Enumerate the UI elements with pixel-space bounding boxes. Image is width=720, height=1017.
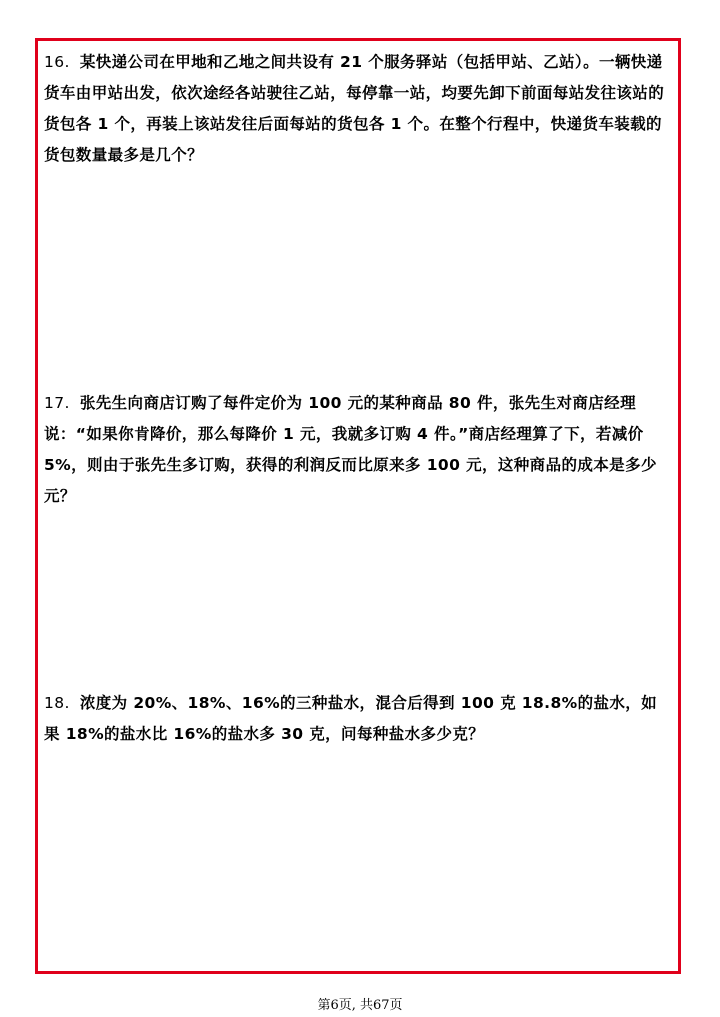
question-text: 张先生向商店订购了每件定价为 100 元的某种商品 80 件，张先生对商店经理说：“如果你肯降价，那么每降价 1 元，我就多订购 4 件。”商店经理算了下，若减价 5%，则由于张先生多订购，获得的利润反而比原来多 100 元，这种商品的成本是多少元？ (44, 394, 657, 505)
question-text: 浓度为 20%、18%、16%的三种盐水，混合后得到 100 克 18.8%的盐水，如果 18%的盐水比 16%的盐水多 30 克，问每种盐水多少克？ (44, 694, 658, 743)
question-number: 18. (44, 694, 70, 712)
page-footer: 第6页, 共67页 (317, 998, 403, 1013)
question-18 (44, 688, 670, 750)
question-number: 17. (44, 394, 70, 412)
question-16 (44, 47, 670, 171)
question-17 (44, 388, 670, 512)
question-number: 16. (44, 53, 70, 71)
question-text: 某快递公司在甲地和乙地之间共设有 21 个服务驿站（包括甲站、乙站）。一辆快递货车由甲站出发，依次途经各站驶往乙站，每停靠一站，均要先卸下前面每站发往该站的货包各 1 个，再装上该站发往后面每站的货包各 1 个。在整个行程中，快递货车装载的货包数量最多是几个？ (44, 53, 665, 164)
